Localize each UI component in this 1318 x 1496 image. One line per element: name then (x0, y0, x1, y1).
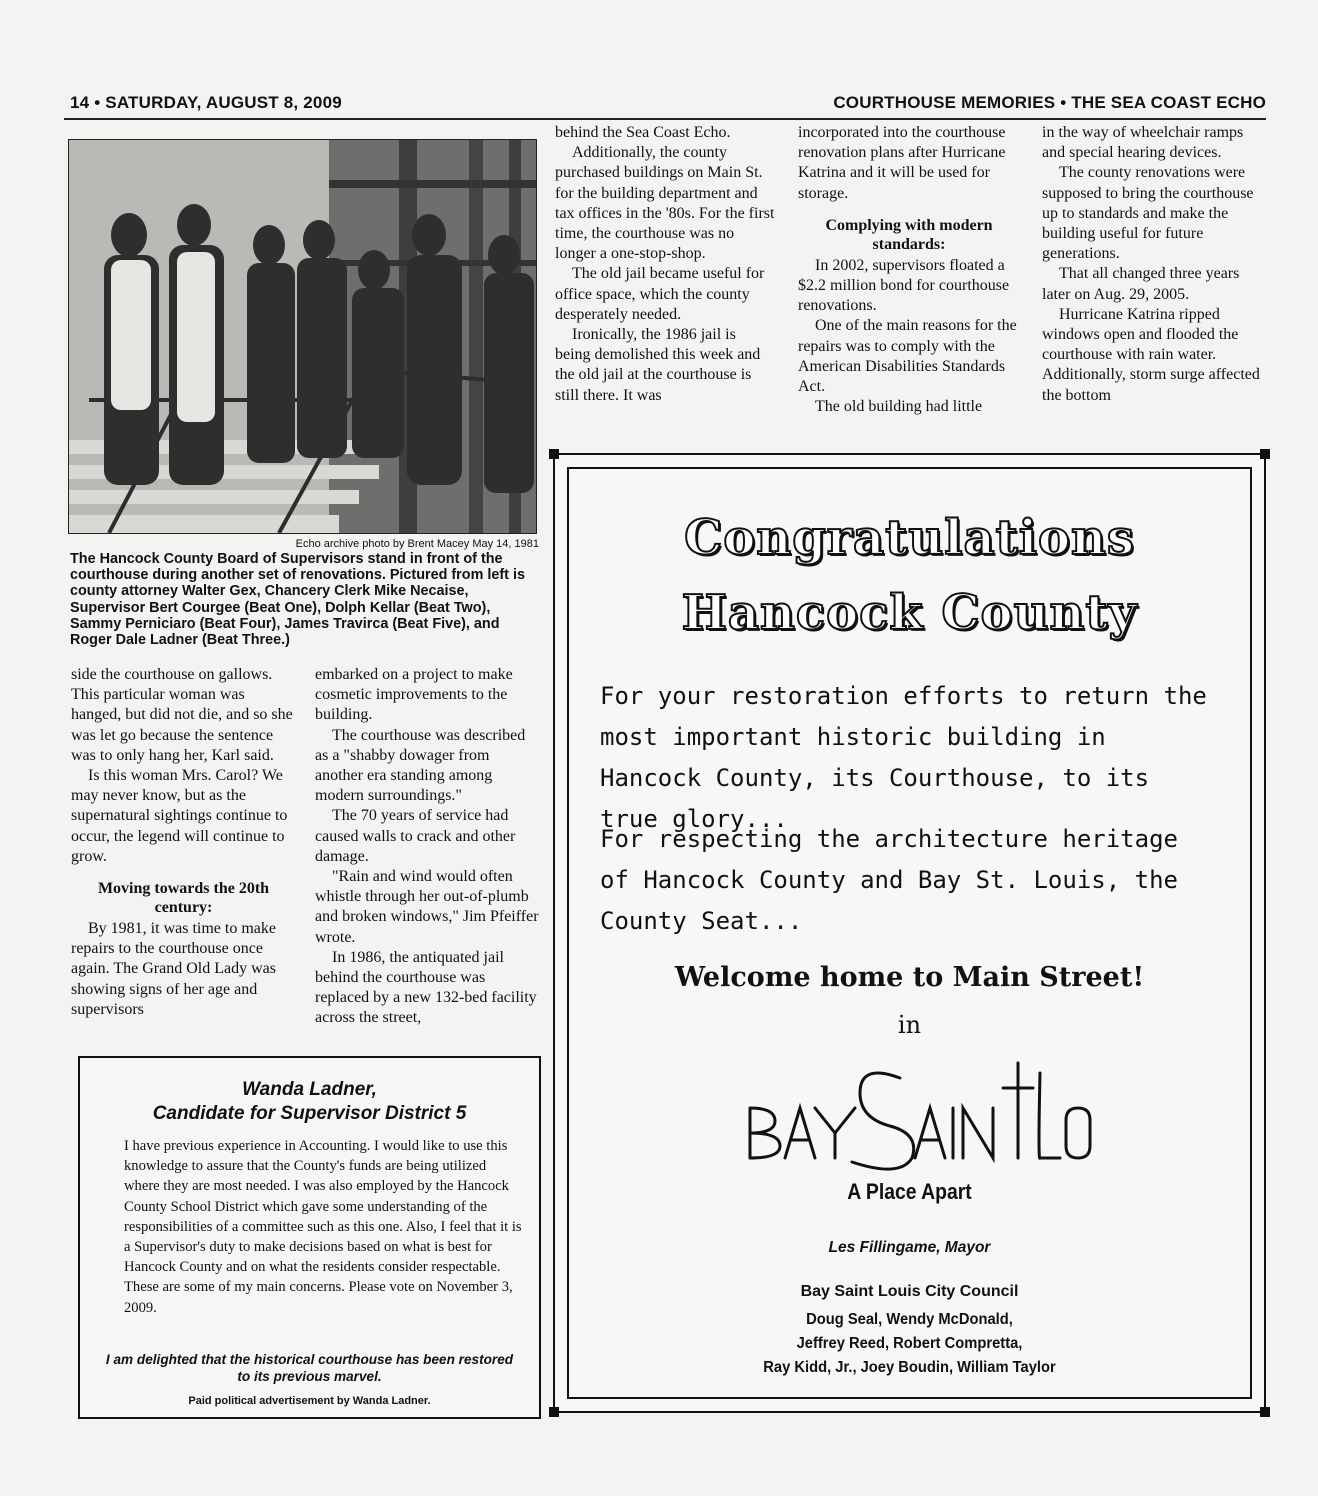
city-advertisement (553, 453, 1266, 1413)
paragraph: Hurricane Katrina ripped windows open and flooded the courthouse with rain water. Additionally, storm surge affected the bottom (1042, 305, 1260, 404)
paragraph: behind the Sea Coast Echo. (555, 124, 731, 141)
paragraph: The county renovations were supposed to bring the courthouse up to standards and make the building useful for future generations. (1042, 164, 1254, 263)
ad-headline-hancock-county: Hancock County (681, 585, 1138, 641)
paragraph: Ironically, the 1986 jail is being demolished this week and the old jail at the courthouse is still there. It was (555, 326, 761, 404)
article-column-5 (1042, 123, 1264, 406)
paragraph: That all changed three years later on Aug. 29, 2005. (1042, 265, 1240, 303)
subheading: Moving towards the 20th century: (97, 880, 270, 917)
corner-ornament (1260, 1407, 1270, 1417)
ad-headline-congratulations: Congratulations (684, 510, 1135, 566)
paragraph: The courthouse was described as a "shabby dowager from another era standing among modern surroundings." (315, 726, 526, 805)
paragraph: In 2002, supervisors floated a $2.2 million bond for courthouse renovations. (798, 256, 1010, 315)
ad-paid-by: Paid political advertisement by Wanda Ladner. (188, 1395, 431, 1407)
bay-saint-louis-logo (740, 1058, 1100, 1178)
paragraph: side the courthouse on gallows. This particular woman was hanged, but did not die, and so she was let go because the sentence was to only hang her, Karl said. (71, 666, 293, 764)
ad-paragraph-architecture: For respecting the architecture heritage of Hancock County and Bay St. Louis, the County Seat... (600, 825, 1178, 935)
ad-council-title: Bay Saint Louis City Council (800, 1283, 1019, 1300)
page-header-left: 14 • SATURDAY, AUGUST 8, 2009 (70, 93, 342, 112)
ad-mayor: Les Fillingame, Mayor (828, 1239, 991, 1256)
article-column-4 (798, 123, 1020, 417)
ad-welcome-line: Welcome home to Main Street! (674, 962, 1145, 993)
paragraph: "Rain and wind would often whistle through her out-of-plumb and broken windows," Jim Pfeiffer wrote. (315, 868, 539, 946)
paragraph: The 70 years of service had caused walls to crack and other damage. (315, 807, 516, 865)
article-column-3 (555, 123, 775, 406)
corner-ornament (549, 449, 559, 459)
photo-credit: Echo archive photo by Brent Macey May 14, 1981 (295, 538, 539, 550)
paragraph: One of the main reasons for the repairs was to comply with the American Disabilities Standards Act. (798, 317, 1017, 396)
ad-candidate-name: Wanda Ladner, (242, 1079, 377, 1100)
council-names-line: Ray Kidd, Jr., Joey Boudin, William Taylor (763, 1359, 1056, 1376)
ad-tagline: A Place Apart (847, 1179, 972, 1204)
article-column-1 (71, 665, 296, 1020)
paragraph: By 1981, it was time to make repairs to the courthouse once again. The Grand Old Lady was showing signs of her age and supervisors (71, 920, 276, 1018)
corner-ornament (1260, 449, 1270, 459)
article-column-2 (315, 665, 540, 1029)
paragraph: in the way of wheelchair ramps and special hearing devices. (1042, 124, 1244, 162)
paragraph: In 1986, the antiquated jail behind the courthouse was replaced by a new 132-bed facility across the street, (315, 948, 537, 1027)
paragraph: embarked on a project to make cosmetic improvements to the building. (315, 666, 513, 724)
corner-ornament (549, 1407, 559, 1417)
ad-body-text: I have previous experience in Accounting. I would like to use this knowledge to assure that the County's funds are being utilized where they are most needed. I was also employed by the Hancock County School District which gave some understanding of the responsibilities of a committee such as this one. Also, I feel that it is a Supervisor's duty to make decisions based on what is best for Hancock County and on what the residents consider respectable. These are some of my main concerns. Please vote on November 3, 2009. (124, 1138, 522, 1316)
ad-closing-statement: I am delighted that the historical courthouse has been restored to its previous marvel. (105, 1352, 514, 1384)
ad-paragraph-restoration: For your restoration efforts to return the most important historic building in Hancock County, its Courthouse, to its true glory... (600, 682, 1207, 833)
paragraph: The old jail became useful for office space, which the county desperately needed. (555, 265, 765, 323)
photo-caption: The Hancock County Board of Supervisors stand in front of the courthouse during another set of renovations. Pictured from left is county attorney Walter Gex, Chancery Clerk Mike Necaise, Supervisor Bert Courgee (Beat One), Dolph Kellar (Beat Two), Sammy Perniciaro (Beat Four), James Travirca (Beat Five), and Roger Dale Ladner (Beat Three.) (70, 551, 525, 649)
photo-illustration (69, 140, 536, 533)
paragraph: Additionally, the county purchased buildings on Main St. for the building department and tax offices in the '80s. For the first time, the courthouse was no longer a one-stop-shop. (555, 144, 775, 263)
subheading: Complying with modern standards: (825, 216, 993, 253)
council-names-line: Doug Seal, Wendy McDonald, (806, 1311, 1013, 1328)
archive-photo (68, 139, 537, 534)
paragraph: The old building had little (815, 398, 983, 416)
page-header-right: COURTHOUSE MEMORIES • THE SEA COAST ECHO (833, 93, 1266, 112)
paragraph: Is this woman Mrs. Carol? We may never know, but as the supernatural sightings continue to occur, the legend will continue to grow. (71, 767, 288, 865)
ad-candidate-title: Candidate for Supervisor District 5 (152, 1103, 467, 1124)
ad-in-word: in (897, 1011, 922, 1039)
political-advertisement (78, 1056, 541, 1419)
header-rule (64, 118, 1266, 120)
ad-council-names (555, 1308, 1264, 1380)
ad-candidate-heading (80, 1078, 539, 1126)
council-names-line: Jeffrey Reed, Robert Compretta, (796, 1335, 1023, 1352)
paragraph: incorporated into the courthouse renovation plans after Hurricane Katrina and it will be used for storage. (798, 124, 1006, 202)
